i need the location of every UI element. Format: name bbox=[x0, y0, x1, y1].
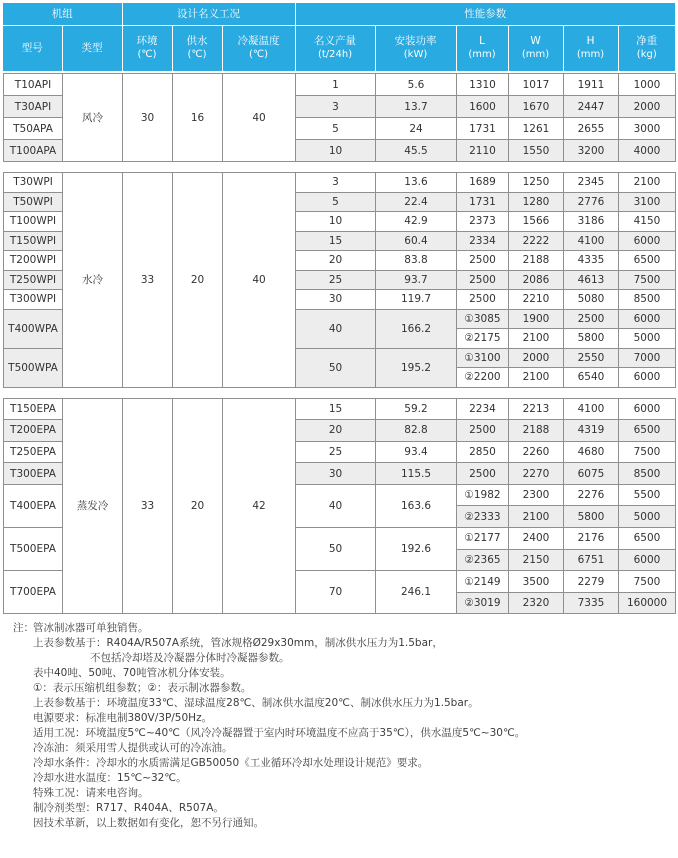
weight-cell: 6000 bbox=[619, 231, 676, 251]
weight-cell: 7500 bbox=[619, 441, 676, 463]
w-cell: 2222 bbox=[509, 231, 564, 251]
weight-cell: 4000 bbox=[619, 140, 676, 162]
w-cell: 3500 bbox=[509, 571, 564, 593]
model-cell: T50WPI bbox=[4, 192, 63, 212]
model-cell: T300WPI bbox=[4, 290, 63, 310]
note-line: 不包括冷却塔及冷凝器分体时冷凝器参数。 bbox=[90, 652, 290, 665]
column-unit: (mm) bbox=[521, 49, 550, 61]
section-table-1 bbox=[3, 172, 676, 388]
column-header-supply bbox=[172, 25, 222, 71]
table-header bbox=[3, 3, 675, 71]
column-header-ambient bbox=[122, 25, 172, 71]
model-cell: T500WPA bbox=[4, 348, 63, 387]
l-cell: 1689 bbox=[457, 173, 509, 193]
power-cell: 59.2 bbox=[376, 398, 457, 420]
w-cell: 2210 bbox=[509, 290, 564, 310]
column-label: W bbox=[530, 35, 541, 48]
capacity-cell: 3 bbox=[296, 173, 376, 193]
model-cell: T100APA bbox=[4, 140, 63, 162]
w-cell: 1017 bbox=[509, 74, 564, 96]
column-label: 型号 bbox=[21, 42, 43, 55]
notes-label: 注： bbox=[13, 622, 34, 635]
model-cell: T400WPA bbox=[4, 309, 63, 348]
column-label: 供水 bbox=[186, 35, 208, 48]
model-cell: T700EPA bbox=[4, 571, 63, 614]
w-cell: 2188 bbox=[509, 251, 564, 271]
w-cell: 1261 bbox=[509, 118, 564, 140]
column-header-w bbox=[508, 25, 563, 71]
column-unit: (℃) bbox=[248, 49, 269, 61]
capacity-cell: 10 bbox=[296, 212, 376, 232]
weight-cell: 4150 bbox=[619, 212, 676, 232]
w-cell: 2188 bbox=[509, 420, 564, 442]
w-cell: 2100 bbox=[509, 329, 564, 349]
note-line: 冷却水条件：冷却水的水质需满足GB50050《工业循环冷却水处理设计规范》要求。 bbox=[33, 757, 429, 770]
l-cell: 2500 bbox=[457, 251, 509, 271]
capacity-cell: 20 bbox=[296, 420, 376, 442]
note-line: 上表参数基于：R404A/R507A系统，管冰规格Ø29x30mm，制冰供水压力为1.5bar， bbox=[33, 637, 443, 650]
model-cell: T200WPI bbox=[4, 251, 63, 271]
capacity-cell: 70 bbox=[296, 571, 376, 614]
l-cell: 2110 bbox=[457, 140, 509, 162]
model-cell: T30WPI bbox=[4, 173, 63, 193]
h-cell: 3200 bbox=[564, 140, 619, 162]
note-lines bbox=[33, 621, 675, 831]
h-cell: 2345 bbox=[564, 173, 619, 193]
w-cell: 1900 bbox=[509, 309, 564, 329]
weight-cell: 3100 bbox=[619, 192, 676, 212]
h-cell: 4100 bbox=[564, 398, 619, 420]
column-unit: (kg) bbox=[636, 49, 657, 61]
column-header-type bbox=[62, 25, 122, 71]
power-cell: 22.4 bbox=[376, 192, 457, 212]
column-header-l bbox=[456, 25, 508, 71]
power-cell: 246.1 bbox=[376, 571, 457, 614]
power-cell: 93.4 bbox=[376, 441, 457, 463]
type-cell: 蒸发冷 bbox=[63, 398, 123, 614]
type-cell: 风冷 bbox=[63, 74, 123, 162]
column-unit: (℃) bbox=[187, 49, 207, 61]
column-label: L bbox=[479, 35, 485, 48]
l-cell: 2500 bbox=[457, 270, 509, 290]
header-group-row bbox=[3, 3, 675, 25]
weight-cell: 6000 bbox=[619, 309, 676, 329]
capacity-cell: 40 bbox=[296, 309, 376, 348]
model-cell: T50APA bbox=[4, 118, 63, 140]
model-cell: T250EPA bbox=[4, 441, 63, 463]
column-label: 安装功率 bbox=[394, 35, 437, 48]
weight-cell: 6000 bbox=[619, 549, 676, 571]
ambient-cell: 33 bbox=[123, 398, 173, 614]
column-label: H bbox=[586, 35, 595, 48]
weight-cell: 7000 bbox=[619, 348, 676, 368]
column-header-weight bbox=[618, 25, 675, 71]
l-cell: 2373 bbox=[457, 212, 509, 232]
header-group-performance: 性能参数 bbox=[295, 3, 675, 25]
weight-cell: 1000 bbox=[619, 74, 676, 96]
weight-cell: 6000 bbox=[619, 398, 676, 420]
header-group-unit: 机组 bbox=[3, 3, 122, 25]
capacity-cell: 10 bbox=[296, 140, 376, 162]
weight-cell: 3000 bbox=[619, 118, 676, 140]
w-cell: 2260 bbox=[509, 441, 564, 463]
capacity-cell: 25 bbox=[296, 270, 376, 290]
l-cell: 2334 bbox=[457, 231, 509, 251]
h-cell: 2276 bbox=[564, 484, 619, 506]
power-cell: 163.6 bbox=[376, 484, 457, 527]
model-cell: T10API bbox=[4, 74, 63, 96]
column-label: 类型 bbox=[81, 42, 103, 55]
h-cell: 2447 bbox=[564, 96, 619, 118]
supply-water-cell: 20 bbox=[173, 173, 223, 388]
w-cell: 2086 bbox=[509, 270, 564, 290]
h-cell: 6075 bbox=[564, 463, 619, 485]
h-cell: 3186 bbox=[564, 212, 619, 232]
note-line: 冷冻油：须采用雪人提供或认可的冷冻油。 bbox=[33, 742, 233, 755]
notes-section bbox=[3, 621, 675, 831]
h-cell: 5080 bbox=[564, 290, 619, 310]
condensing-cell: 42 bbox=[223, 398, 296, 614]
note-line: 电源要求：标准电制380V/3P/50Hz。 bbox=[33, 712, 213, 725]
power-cell: 60.4 bbox=[376, 231, 457, 251]
w-cell: 1566 bbox=[509, 212, 564, 232]
capacity-cell: 20 bbox=[296, 251, 376, 271]
header-group-design-conditions: 设计名义工况 bbox=[122, 3, 295, 25]
power-cell: 45.5 bbox=[376, 140, 457, 162]
l-cell: ①3085 bbox=[457, 309, 509, 329]
spec-row bbox=[4, 173, 676, 193]
capacity-cell: 5 bbox=[296, 118, 376, 140]
note-line: 因技术革新，以上数据如有变化，恕不另行通知。 bbox=[33, 817, 264, 830]
model-cell: T500EPA bbox=[4, 528, 63, 571]
w-cell: 1550 bbox=[509, 140, 564, 162]
capacity-cell: 30 bbox=[296, 290, 376, 310]
column-unit: (℃) bbox=[137, 49, 157, 61]
note-line: 表中40吨、50吨、70吨管冰机分体安装。 bbox=[33, 667, 231, 680]
power-cell: 93.7 bbox=[376, 270, 457, 290]
note-line: 制冷剂类型：R717、R404A、R507A。 bbox=[33, 802, 224, 815]
spec-row bbox=[4, 74, 676, 96]
l-cell: ①2149 bbox=[457, 571, 509, 593]
w-cell: 2270 bbox=[509, 463, 564, 485]
column-unit: (mm) bbox=[576, 49, 605, 61]
header-columns-row bbox=[3, 25, 675, 71]
w-cell: 2000 bbox=[509, 348, 564, 368]
capacity-cell: 15 bbox=[296, 231, 376, 251]
l-cell: ②2200 bbox=[457, 368, 509, 388]
column-header-capacity bbox=[295, 25, 375, 71]
h-cell: 7335 bbox=[564, 592, 619, 614]
l-cell: 2850 bbox=[457, 441, 509, 463]
power-cell: 195.2 bbox=[376, 348, 457, 387]
w-cell: 2400 bbox=[509, 528, 564, 550]
condensing-cell: 40 bbox=[223, 173, 296, 388]
power-cell: 24 bbox=[376, 118, 457, 140]
column-unit: (mm) bbox=[468, 49, 496, 61]
column-header-h bbox=[563, 25, 618, 71]
capacity-cell: 5 bbox=[296, 192, 376, 212]
power-cell: 13.7 bbox=[376, 96, 457, 118]
h-cell: 6540 bbox=[564, 368, 619, 388]
w-cell: 2150 bbox=[509, 549, 564, 571]
weight-cell: 7500 bbox=[619, 270, 676, 290]
l-cell: ②2365 bbox=[457, 549, 509, 571]
h-cell: 2500 bbox=[564, 309, 619, 329]
capacity-cell: 1 bbox=[296, 74, 376, 96]
capacity-cell: 15 bbox=[296, 398, 376, 420]
column-unit: (kW) bbox=[403, 49, 428, 61]
condensing-cell: 40 bbox=[223, 74, 296, 162]
supply-water-cell: 16 bbox=[173, 74, 223, 162]
w-cell: 2320 bbox=[509, 592, 564, 614]
l-cell: ②3019 bbox=[457, 592, 509, 614]
capacity-cell: 30 bbox=[296, 463, 376, 485]
spec-row bbox=[4, 398, 676, 420]
w-cell: 1250 bbox=[509, 173, 564, 193]
weight-cell: 6500 bbox=[619, 420, 676, 442]
column-label: 净重 bbox=[636, 35, 658, 48]
capacity-cell: 50 bbox=[296, 528, 376, 571]
weight-cell: 6500 bbox=[619, 251, 676, 271]
note-line: 特殊工况：请来电咨询。 bbox=[33, 787, 149, 800]
h-cell: 2655 bbox=[564, 118, 619, 140]
l-cell: ①3100 bbox=[457, 348, 509, 368]
h-cell: 5800 bbox=[564, 506, 619, 528]
h-cell: 4613 bbox=[564, 270, 619, 290]
h-cell: 4335 bbox=[564, 251, 619, 271]
power-cell: 83.8 bbox=[376, 251, 457, 271]
h-cell: 2279 bbox=[564, 571, 619, 593]
power-cell: 13.6 bbox=[376, 173, 457, 193]
model-cell: T300EPA bbox=[4, 463, 63, 485]
capacity-cell: 40 bbox=[296, 484, 376, 527]
l-cell: 2500 bbox=[457, 463, 509, 485]
h-cell: 2550 bbox=[564, 348, 619, 368]
l-cell: ②2333 bbox=[457, 506, 509, 528]
note-line: ①：表示压缩机组参数；②：表示制冰器参数。 bbox=[33, 682, 252, 695]
column-header-power bbox=[375, 25, 456, 71]
h-cell: 5800 bbox=[564, 329, 619, 349]
capacity-cell: 25 bbox=[296, 441, 376, 463]
l-cell: ①1982 bbox=[457, 484, 509, 506]
note-line: 冷却水进水温度：15℃~32℃。 bbox=[33, 772, 187, 785]
weight-cell: 6000 bbox=[619, 368, 676, 388]
model-cell: T150WPI bbox=[4, 231, 63, 251]
w-cell: 2100 bbox=[509, 368, 564, 388]
type-cell: 水冷 bbox=[63, 173, 123, 388]
column-label: 环境 bbox=[136, 35, 158, 48]
power-cell: 42.9 bbox=[376, 212, 457, 232]
weight-cell: 160000 bbox=[619, 592, 676, 614]
note-line: 上表参数基于：环境温度33℃、湿球温度28℃、制冰供水温度20℃、制冰供水压力为1.5bar。 bbox=[33, 697, 479, 710]
weight-cell: 7500 bbox=[619, 571, 676, 593]
column-header-condensing bbox=[222, 25, 295, 71]
weight-cell: 6500 bbox=[619, 528, 676, 550]
column-label: 名义产量 bbox=[314, 35, 357, 48]
w-cell: 1280 bbox=[509, 192, 564, 212]
spec-table bbox=[3, 3, 675, 614]
capacity-cell: 50 bbox=[296, 348, 376, 387]
model-cell: T150EPA bbox=[4, 398, 63, 420]
h-cell: 2176 bbox=[564, 528, 619, 550]
supply-water-cell: 20 bbox=[173, 398, 223, 614]
l-cell: 1731 bbox=[457, 192, 509, 212]
w-cell: 2300 bbox=[509, 484, 564, 506]
column-label: 冷凝温度 bbox=[237, 35, 280, 48]
h-cell: 2776 bbox=[564, 192, 619, 212]
column-unit: (t/24h) bbox=[317, 49, 353, 61]
weight-cell: 5500 bbox=[619, 484, 676, 506]
power-cell: 192.6 bbox=[376, 528, 457, 571]
capacity-cell: 3 bbox=[296, 96, 376, 118]
model-cell: T30API bbox=[4, 96, 63, 118]
l-cell: 2500 bbox=[457, 420, 509, 442]
section-table-0 bbox=[3, 73, 676, 162]
w-cell: 2100 bbox=[509, 506, 564, 528]
weight-cell: 2000 bbox=[619, 96, 676, 118]
weight-cell: 8500 bbox=[619, 463, 676, 485]
w-cell: 1670 bbox=[509, 96, 564, 118]
h-cell: 4680 bbox=[564, 441, 619, 463]
weight-cell: 5000 bbox=[619, 329, 676, 349]
power-cell: 82.8 bbox=[376, 420, 457, 442]
l-cell: 2234 bbox=[457, 398, 509, 420]
l-cell: 1600 bbox=[457, 96, 509, 118]
note-line: 管冰制冰器可单独销售。 bbox=[33, 622, 149, 635]
model-cell: T200EPA bbox=[4, 420, 63, 442]
power-cell: 166.2 bbox=[376, 309, 457, 348]
model-cell: T100WPI bbox=[4, 212, 63, 232]
weight-cell: 5000 bbox=[619, 506, 676, 528]
model-cell: T250WPI bbox=[4, 270, 63, 290]
ambient-cell: 30 bbox=[123, 74, 173, 162]
column-header-model bbox=[3, 25, 62, 71]
h-cell: 6751 bbox=[564, 549, 619, 571]
power-cell: 5.6 bbox=[376, 74, 457, 96]
h-cell: 1911 bbox=[564, 74, 619, 96]
l-cell: ②2175 bbox=[457, 329, 509, 349]
l-cell: ①2177 bbox=[457, 528, 509, 550]
weight-cell: 2100 bbox=[619, 173, 676, 193]
section-table-2 bbox=[3, 398, 676, 615]
h-cell: 4319 bbox=[564, 420, 619, 442]
l-cell: 1731 bbox=[457, 118, 509, 140]
power-cell: 115.5 bbox=[376, 463, 457, 485]
power-cell: 119.7 bbox=[376, 290, 457, 310]
l-cell: 2500 bbox=[457, 290, 509, 310]
model-cell: T400EPA bbox=[4, 484, 63, 527]
note-line: 适用工况：环境温度5℃~40℃（风冷冷凝器置于室内时环境温度不应高于35℃），供水温度5℃~30℃。 bbox=[33, 727, 526, 740]
weight-cell: 8500 bbox=[619, 290, 676, 310]
h-cell: 4100 bbox=[564, 231, 619, 251]
l-cell: 1310 bbox=[457, 74, 509, 96]
w-cell: 2213 bbox=[509, 398, 564, 420]
ambient-cell: 33 bbox=[123, 173, 173, 388]
